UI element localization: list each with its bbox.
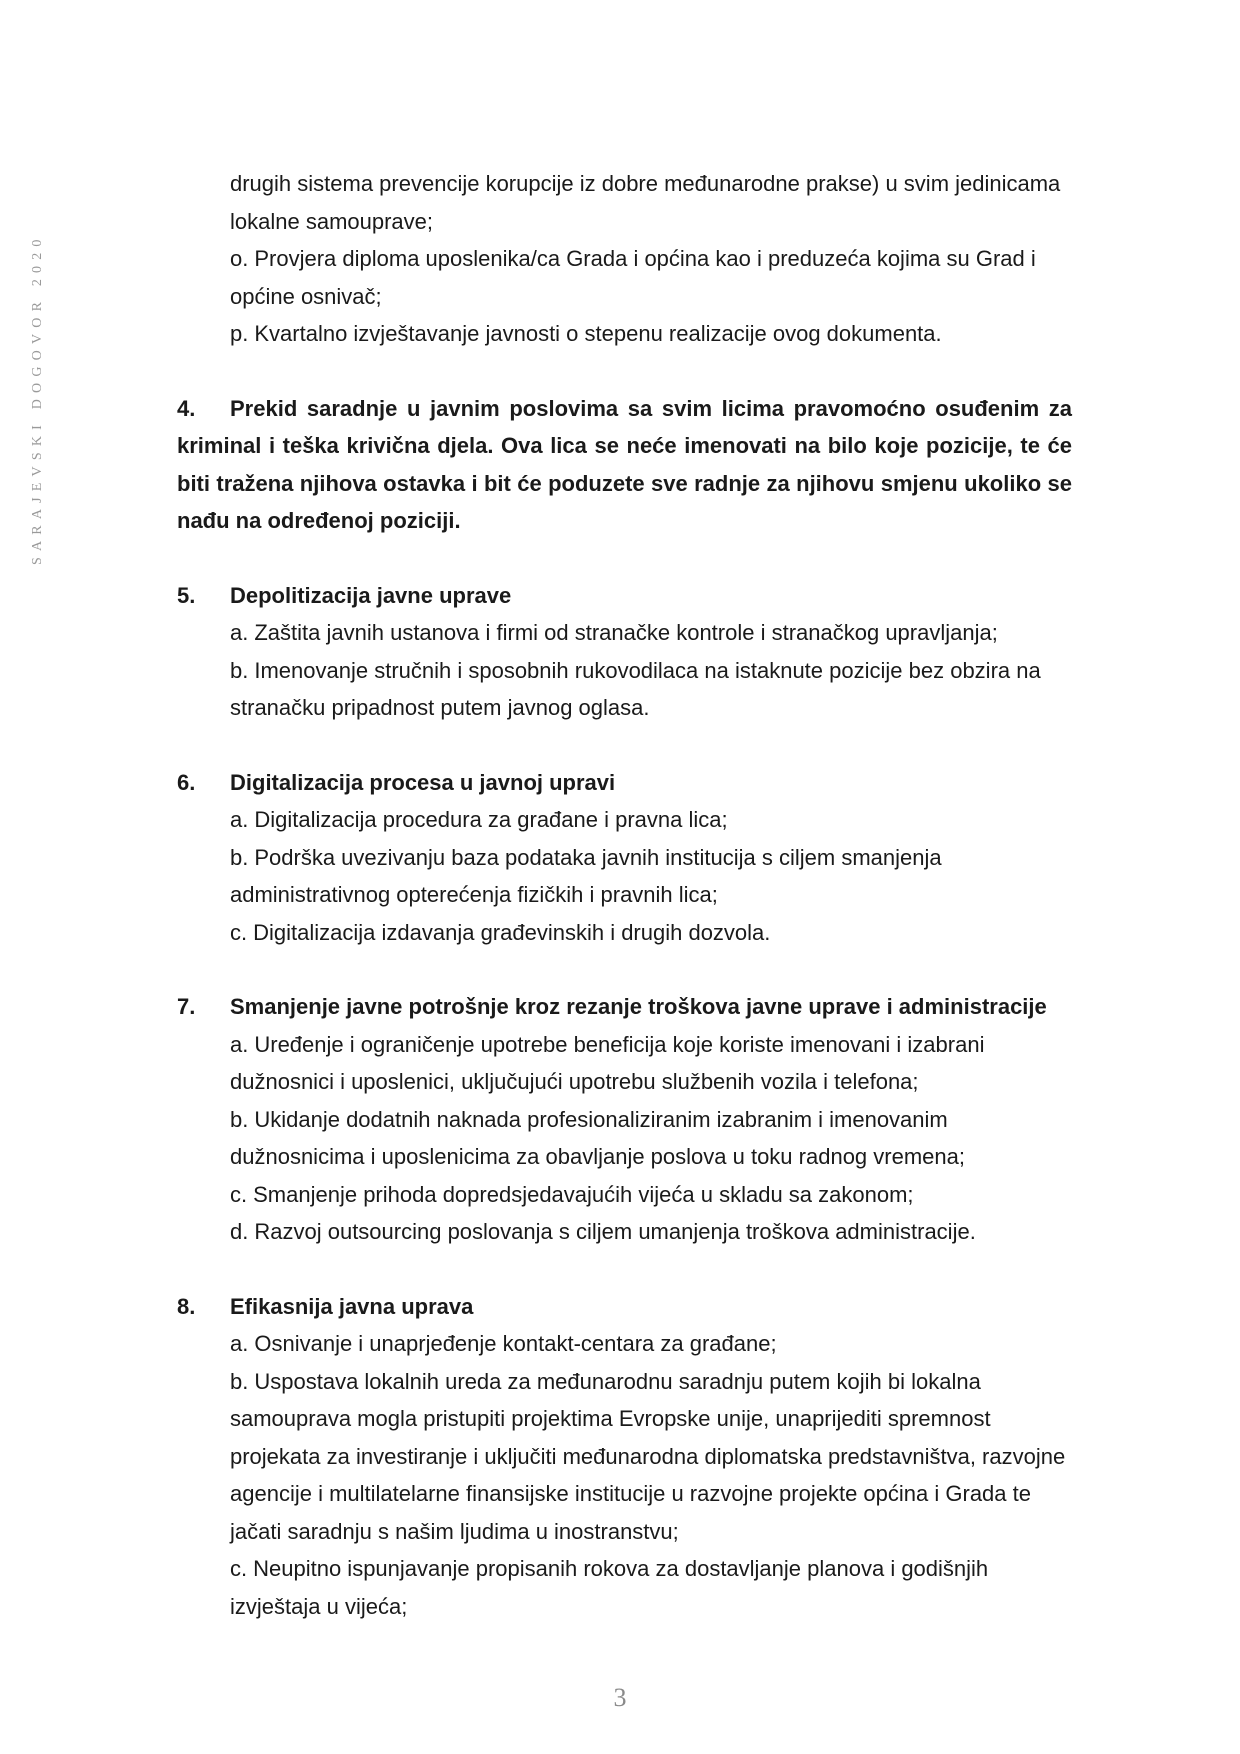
section-number: 7. [177, 994, 196, 1019]
publication-side-label: SARAJEVSKI DOGOVOR 2020 [30, 233, 45, 565]
document-body [177, 165, 1072, 1625]
item-text: Digitalizacija procedura za građane i pravna lica; [254, 807, 728, 832]
section-7 [177, 988, 1072, 1251]
item-text: Razvoj outsourcing poslovanja s ciljem umanjenja troškova administracije. [254, 1219, 976, 1244]
item-text: Provjera diploma uposlenika/ca Grada i općina kao i preduzeća kojima su Grad i općine osnivač; [230, 246, 1036, 309]
list-item [177, 614, 1072, 652]
section-number: 8. [177, 1293, 196, 1319]
item-letter: d. [230, 1219, 249, 1244]
item-letter: o. [230, 246, 249, 271]
list-item [177, 652, 1072, 727]
item-text: Digitalizacija izdavanja građevinskih i drugih dozvola. [253, 919, 771, 945]
item-text: Zaštita javnih ustanova i firmi od stranačke kontrole i stranačkog upravljanja; [254, 620, 998, 645]
section-4 [177, 390, 1072, 540]
item-text: Uređenje i ograničenje upotrebe beneficija koje koriste imenovani i izabrani dužnosnici i uposlenici, uključujući upotrebu službenih vozila i telefona; [230, 1031, 985, 1094]
list-item [177, 1213, 1072, 1251]
item-text: Uspostava lokalnih ureda za međunarodnu saradnju putem kojih bi lokalna samouprava mogla pristupiti projektima Evropske unije, unaprijediti spremnost projekata za investiranje i uključiti međunarodna diplomatska predstavništva, razvojne agencije i multilatelarne finansijske institucije u razvojne projekte općina i Grada te jačati saradnju s našim ljudima u inostranstvu; [230, 1368, 1066, 1544]
item-text: Neupitno ispunjavanje propisanih rokova za dostavljanje planova i godišnjih izvještaja u vijeća; [230, 1556, 989, 1619]
list-item [177, 839, 1072, 914]
section-number: 4. [177, 395, 196, 421]
item-letter: a. [230, 1331, 249, 1356]
section-title: Efikasnija javna uprava [230, 1293, 474, 1319]
section-6 [177, 764, 1072, 952]
item-letter: b. [230, 844, 249, 870]
list-item [177, 165, 1072, 240]
item-letter: c. [230, 1181, 248, 1207]
item-text: Osnivanje i unaprjeđenje kontakt-centara za građane; [254, 1331, 777, 1356]
item-text: Smanjenje prihoda dopredsjedavajućih vijeća u skladu sa zakonom; [253, 1181, 914, 1207]
item-letter: c. [230, 1556, 248, 1581]
item-text: Podrška uvezivanju baza podataka javnih institucija s ciljem smanjenja administrativnog opterećenja fizičkih i pravnih lica; [230, 844, 942, 907]
list-item [177, 1325, 1072, 1363]
section-number: 6. [177, 769, 196, 795]
item-text: drugih sistema prevencije korupcije iz dobre međunarodne prakse) u svim jedinicama lokalne samouprave; [230, 171, 1061, 234]
item-letter: c. [230, 919, 248, 945]
section-title: Depolitizacija javne uprave [230, 582, 512, 608]
item-letter: b. [230, 657, 249, 683]
section-text: Prekid saradnje u javnim poslovima sa svim licima pravomoćno osuđenim za kriminal i teška krivična djela. Ova lica se neće imenovati na bilo koje pozicije, te će biti tražena njihova ostavka i bit će poduzete sve radnje za njihovu smjenu ukoliko se nađu na određenoj poziciji. [177, 395, 1072, 533]
list-item [177, 801, 1072, 839]
list-item [177, 1550, 1072, 1625]
section-title: Digitalizacija procesa u javnoj upravi [230, 769, 616, 795]
section-5 [177, 577, 1072, 727]
list-item [177, 1101, 1072, 1176]
section-title: Smanjenje javne potrošnje kroz rezanje troškova javne uprave i administracije [230, 994, 1047, 1019]
page-number: 3 [613, 1683, 627, 1712]
list-item [177, 240, 1072, 315]
item-letter: a. [230, 620, 249, 645]
section-number: 5. [177, 582, 196, 608]
item-letter: p. [230, 321, 249, 346]
list-item [177, 315, 1072, 353]
item-letter: a. [230, 807, 249, 832]
item-letter: b. [230, 1368, 249, 1394]
item-letter: b. [230, 1106, 249, 1132]
item-text: Kvartalno izvještavanje javnosti o stepenu realizacije ovog dokumenta. [254, 321, 942, 346]
continued-list [177, 165, 1072, 353]
list-item [177, 914, 1072, 952]
list-item [177, 1026, 1072, 1101]
item-text: Ukidanje dodatnih naknada profesionaliziranim izabranim i imenovanim dužnosnicima i uposlenicima za obavljanje poslova u toku radnog vremena; [230, 1106, 965, 1169]
list-item [177, 1176, 1072, 1214]
item-text: Imenovanje stručnih i sposobnih rukovodilaca na istaknute pozicije bez obzira na stranačku pripadnost putem javnog oglasa. [230, 657, 1041, 720]
item-letter: a. [230, 1031, 249, 1057]
list-item [177, 1363, 1072, 1551]
section-8 [177, 1288, 1072, 1626]
